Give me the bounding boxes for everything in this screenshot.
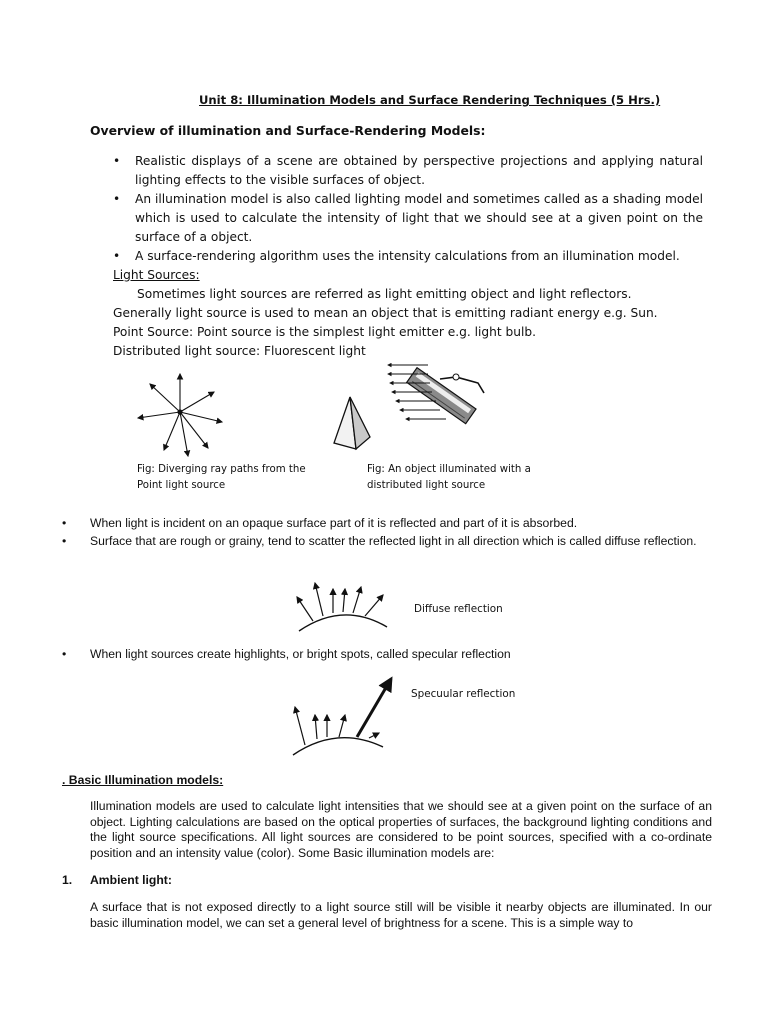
ambient-number: 1. [62, 873, 73, 887]
bullet-text: Realistic displays of a scene are obtained by perspective projections and applying natural lighting effects to the visible surfaces of object. [135, 154, 703, 187]
reflection-bullet-2 [62, 533, 714, 549]
specular-bullet [62, 646, 714, 662]
distributed-light-caption: Fig: An object illuminated with a distributed light source [367, 464, 531, 491]
bullet-marker: • [113, 154, 121, 168]
distributed-light-source-figure [328, 357, 498, 457]
reflection-bullet-1 [62, 515, 714, 531]
point-light-caption: Fig: Diverging ray paths from the Point light source [137, 464, 306, 491]
page-title: Unit 8: Illumination Models and Surface Rendering Techniques (5 Hrs.) [199, 93, 661, 107]
basic-models-paragraph: Illumination models are used to calculate light intensities that we should see at a given point on the surface of an object. Lighting calculations are based on the optical properties of surfaces, the background lighting conditions and the light source specifications. All light sources are considered to be point sources, specified with a co-ordinate position and an intensity value (color). Some Basic illumination models are: [90, 799, 712, 860]
bullet-text: When light is incident on an opaque surface part of it is reflected and part of it is absorbed. [90, 516, 578, 530]
light-sources-heading: Light Sources: [113, 268, 200, 282]
bullet-marker: • [62, 516, 67, 530]
specular-reflection-label: Specuular reflection [411, 688, 516, 700]
distributed-source-line: Distributed light source: Fluorescent light [113, 344, 366, 358]
overview-bullet-2 [113, 190, 703, 247]
bullet-text: Surface that are rough or grainy, tend to scatter the reflected light in all direction which is called diffuse reflection. [90, 534, 697, 548]
ambient-heading: Ambient light: [90, 873, 172, 887]
overview-bullet-3 [113, 247, 703, 266]
diffuse-reflection-label: Diffuse reflection [414, 603, 503, 615]
overview-bullet-1 [113, 152, 703, 190]
overview-heading: Overview of illumination and Surface-Rendering Models: [90, 123, 486, 138]
basic-models-heading: . Basic Illumination models: [62, 773, 224, 787]
ambient-paragraph: A surface that is not exposed directly to a light source still will be visible it nearby objects are illuminated. In our basic illumination model, we can set a general level of brightness for a scene. This is a simple way to [90, 900, 712, 930]
bullet-marker: • [62, 534, 67, 548]
bullet-marker: • [113, 192, 121, 206]
bullet-text: When light sources create highlights, or bright spots, called specular reflection [90, 647, 511, 661]
specular-reflection-figure [285, 675, 405, 760]
diffuse-reflection-figure [285, 575, 395, 635]
bullet-marker: • [113, 249, 121, 263]
bullet-marker: • [62, 647, 67, 661]
bullet-text: An illumination model is also called lighting model and sometimes called as a shading model which is used to calculate the intensity of light that we should see at a given point on the surface of a object. [135, 192, 703, 244]
light-sources-intro: Sometimes light sources are referred as light emitting object and light reflectors. Generally light source is used to mean an object that is emitting radiant energy e.g. Sun. [113, 287, 658, 320]
point-source-line: Point Source: Point source is the simplest light emitter e.g. light bulb. [113, 325, 536, 339]
point-light-source-figure [130, 370, 230, 465]
bullet-text: A surface-rendering algorithm uses the intensity calculations from an illumination model. [135, 249, 680, 263]
